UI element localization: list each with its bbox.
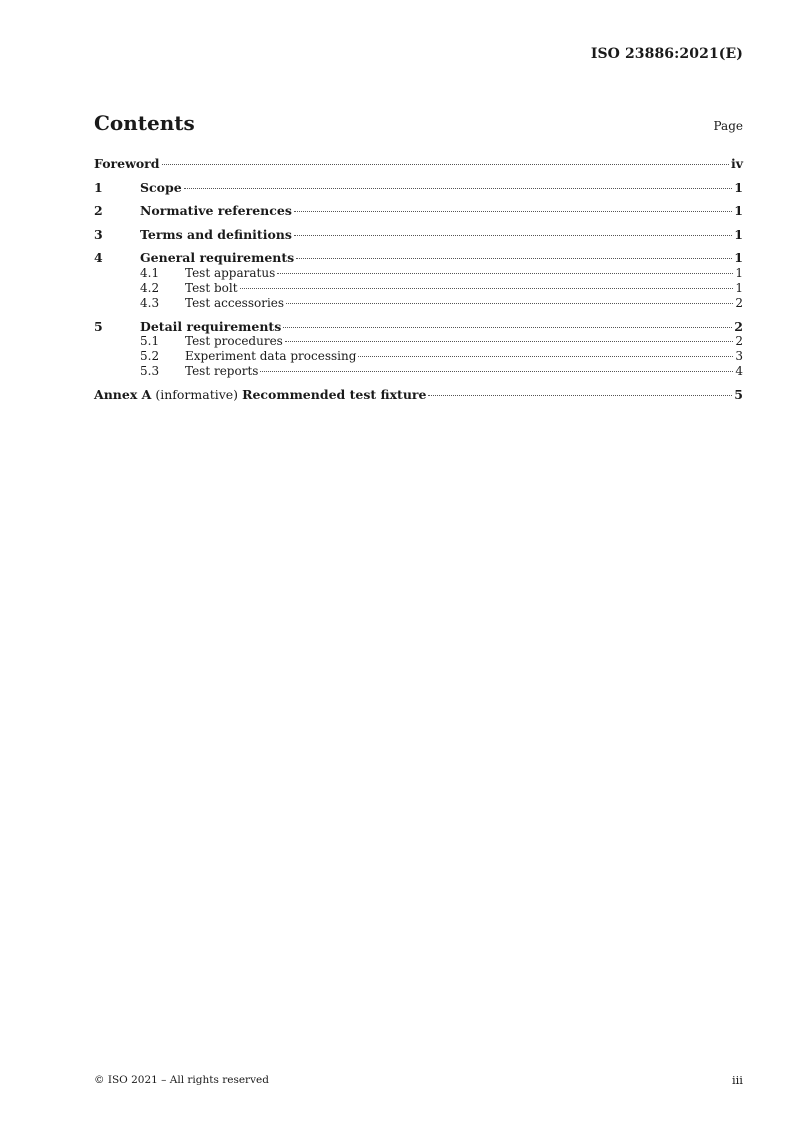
- toc-title: Scope: [140, 179, 182, 195]
- toc-subsection-number: 5.3: [140, 364, 160, 378]
- toc-title: Test apparatus: [185, 265, 276, 280]
- contents-heading: Contents: [94, 111, 195, 135]
- toc-title: Normative references: [140, 203, 292, 218]
- toc-annex-label: Annex A: [94, 387, 152, 402]
- toc-page-number: 1: [734, 203, 743, 218]
- toc-section-number: 5: [94, 318, 103, 334]
- toc-page-number: 2: [734, 318, 743, 334]
- toc-section-number: 1: [94, 179, 103, 195]
- toc-title: Detail requirements: [140, 318, 282, 334]
- dot-leader: [283, 327, 732, 328]
- toc-subsection-number: 4.2: [140, 280, 160, 295]
- dot-leader: [285, 341, 734, 342]
- toc-subentry-test-apparatus[interactable]: [94, 266, 743, 281]
- toc-title: Test reports: [185, 364, 259, 378]
- toc-subsection-number: 5.2: [140, 349, 160, 363]
- standard-reference: ISO 23886:2021(E): [590, 46, 743, 62]
- toc-page-number: 1: [734, 179, 743, 195]
- toc-entry-foreword[interactable]: [94, 156, 743, 172]
- dot-leader: [286, 303, 733, 304]
- page-number: iii: [731, 1073, 743, 1087]
- toc-page-number: 3: [735, 349, 743, 363]
- toc-title: Recommended test fixture: [242, 387, 427, 402]
- dot-leader: [162, 164, 729, 165]
- toc-page-number: 4: [735, 364, 743, 378]
- toc-title: Test procedures: [185, 334, 283, 348]
- toc-page-number: 1: [734, 250, 743, 265]
- copyright-notice: © ISO 2021 – All rights reserved: [94, 1074, 269, 1086]
- toc-section-number: 2: [94, 203, 103, 218]
- toc-page-number: iv: [730, 156, 743, 171]
- toc-title: Experiment data processing: [185, 349, 357, 363]
- table-of-contents: [94, 156, 743, 403]
- toc-page-number: 2: [735, 334, 743, 348]
- toc-entry-terms-and-definitions[interactable]: [94, 227, 743, 243]
- toc-subentry-experiment-data-processing[interactable]: [94, 349, 743, 364]
- toc-subentry-test-reports[interactable]: [94, 364, 743, 379]
- dot-leader: [277, 273, 733, 274]
- toc-page-number: 5: [734, 387, 743, 402]
- dot-leader: [294, 235, 732, 236]
- toc-title: General requirements: [140, 250, 295, 265]
- dot-leader: [240, 288, 734, 289]
- toc-subsection-number: 5.1: [140, 334, 160, 348]
- toc-title: Terms and definitions: [140, 226, 292, 242]
- toc-entry-annex-a[interactable]: [94, 387, 743, 403]
- toc-page-number: 2: [735, 295, 743, 310]
- toc-page-number: 1: [734, 226, 743, 242]
- dot-leader: [358, 356, 733, 357]
- toc-subsection-number: 4.1: [140, 265, 160, 280]
- dot-leader: [294, 211, 732, 212]
- toc-page-number: 1: [735, 265, 743, 280]
- toc-title: Test accessories: [185, 295, 285, 310]
- toc-entry-normative-references[interactable]: [94, 203, 743, 219]
- toc-subentry-test-bolt[interactable]: [94, 281, 743, 296]
- toc-subentry-test-procedures[interactable]: [94, 334, 743, 349]
- toc-title: Foreword: [94, 156, 160, 171]
- page-column-label: Page: [713, 119, 743, 133]
- toc-section-number: 4: [94, 250, 103, 265]
- toc-section-number: 3: [94, 226, 103, 242]
- dot-leader: [428, 395, 732, 396]
- toc-entry-detail-requirements[interactable]: [94, 319, 743, 335]
- toc-entry-general-requirements[interactable]: [94, 250, 743, 266]
- toc-title: Test bolt: [185, 280, 238, 295]
- toc-subsection-number: 4.3: [140, 295, 160, 310]
- toc-page-number: 1: [735, 280, 743, 295]
- dot-leader: [296, 258, 732, 259]
- toc-entry-scope[interactable]: [94, 180, 743, 196]
- dot-leader: [260, 371, 733, 372]
- dot-leader: [184, 188, 733, 189]
- toc-subentry-test-accessories[interactable]: [94, 296, 743, 311]
- toc-annex-qualifier: (informative): [155, 387, 239, 402]
